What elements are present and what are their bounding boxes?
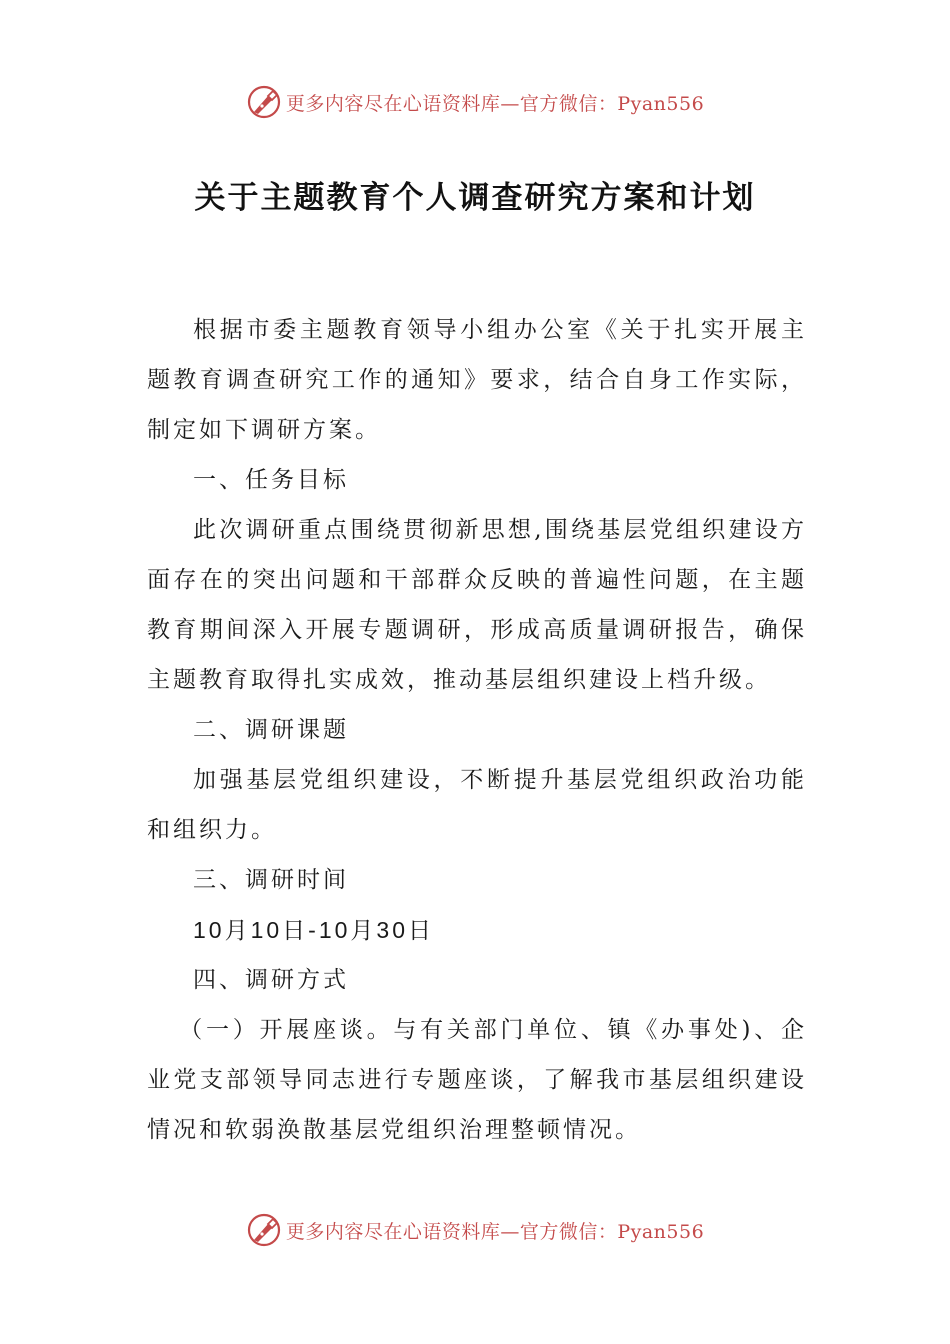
intro-paragraph: 根据市委主题教育领导小组办公室《关于扎实开展主题教育调查研究工作的通知》要求，结合自身工作实际，制定如下调研方案。: [147, 317, 807, 443]
research-topic-paragraph: 加强基层党组织建设，不断提升基层党组织政治功能和组织力。: [147, 767, 807, 843]
task-goal-paragraph: 此次调研重点围绕贯彻新思想,围绕基层党组织建设方面存在的突出问题和干部群众反映的普遍性问题，在主题教育期间深入开展专题调研，形成高质量调研报告，确保主题教育取得扎实成效，推动基层组织建设上档升级。: [147, 517, 807, 693]
section-heading-research-method: 四、调研方式: [193, 967, 349, 993]
section-heading-research-topic: 二、调研课题: [193, 717, 349, 743]
section-heading-research-time: 三、调研时间: [193, 867, 349, 893]
document-title: 关于主题教育个人调查研究方案和计划: [194, 180, 756, 216]
section-heading-task-goal: 一、任务目标: [193, 467, 349, 493]
document-body: [147, 305, 807, 1155]
research-method-paragraph: （一）开展座谈。与有关部门单位、镇《办事处)、企业党支部领导同志进行专题座谈，了解我市基层组织建设情况和软弱涣散基层党组织治理整顿情况。: [147, 1017, 807, 1143]
research-time-paragraph: 10月10日-10月30日: [193, 917, 434, 943]
watermark-banner-bottom: [0, 1210, 950, 1250]
watermark-text: 更多内容尽在心语资料库—官方微信：Pyan556: [285, 1220, 705, 1243]
watermark-text: 更多内容尽在心语资料库—官方微信：Pyan556: [285, 92, 705, 115]
watermark-banner-top: [0, 82, 950, 122]
pen-nib-circle-icon: [246, 1212, 282, 1248]
pen-nib-circle-icon: [246, 84, 282, 120]
